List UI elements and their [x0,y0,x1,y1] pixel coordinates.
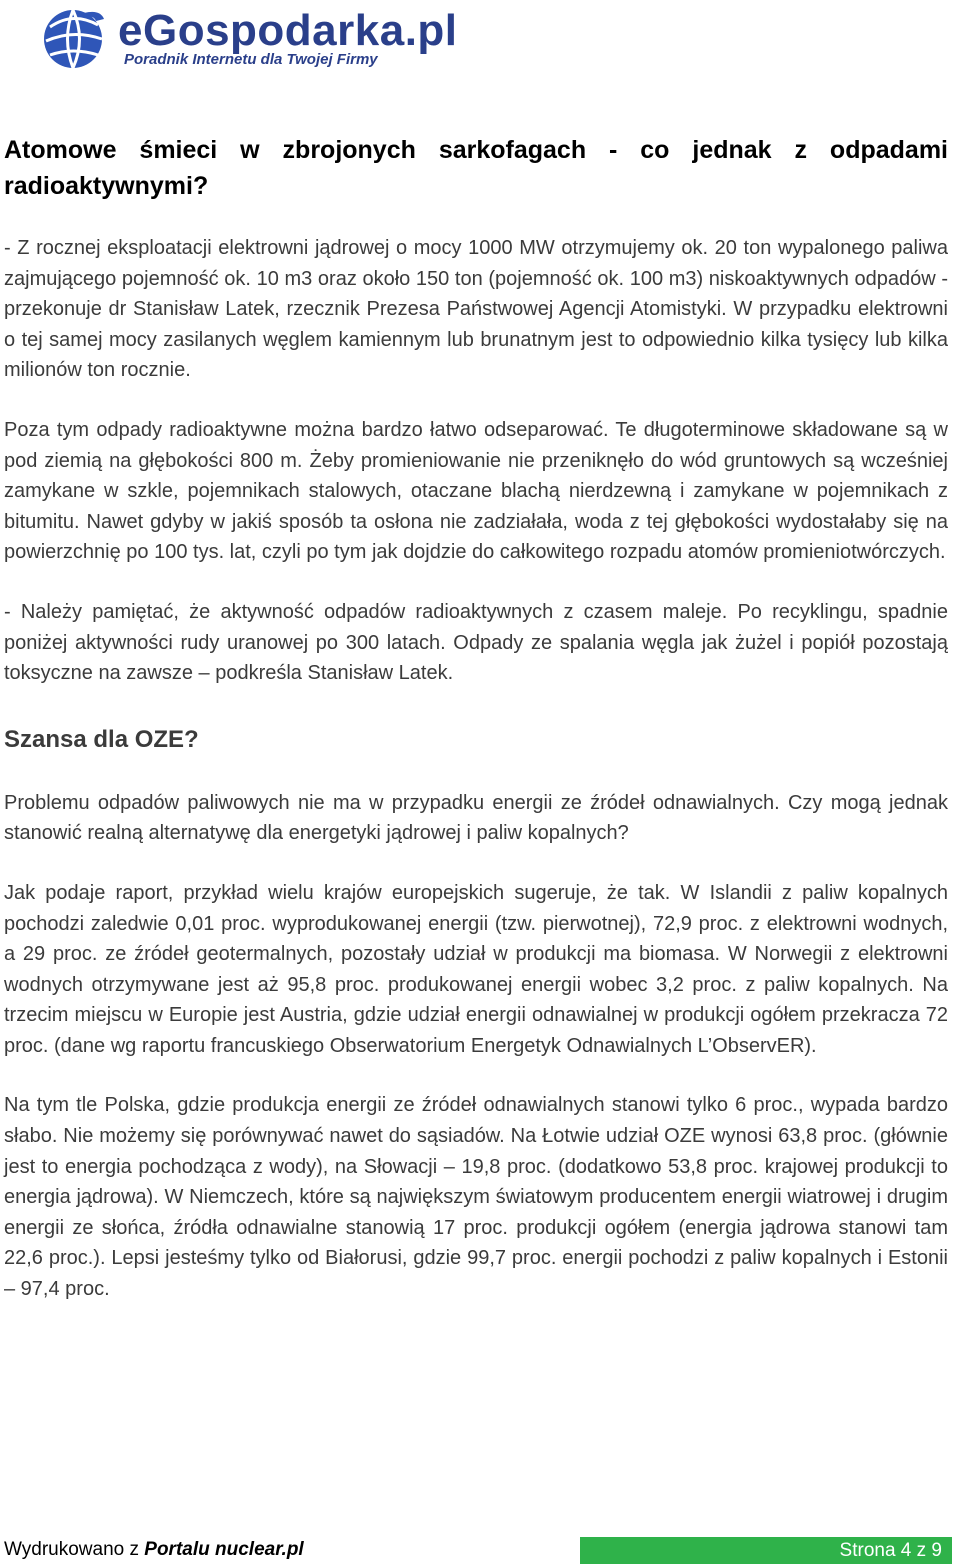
printed-from-text [4,1539,304,1561]
article-title [4,132,948,204]
section-paragraph-1: Problemu odpadów paliwowych nie ma w przypadku energii ze źródeł odnawialnych. Czy mogą jednak stanowić realną alternatywę dla energetyki jądrowej i paliw kopalnych? [4,791,948,845]
section-paragraph-3: Na tym tle Polska, gdzie produkcja energii ze źródeł odnawialnych stanowi tylko 6 proc., wypada bardzo słabo. Nie możemy się porównywać nawet do sąsiadów. Na Łotwie udział OZE wynosi 63,8 proc. (głównie jest to energia pochodząca z wody), na Słowacji – 19,8 proc. (dodatkowo 53,8 proc. krajowej produkcji to energia jądrowa). W Niemczech, które są największym światowym producentem energii wiatrowej i drugim energii ze słońca, źródła odnawialne stanowią 17 proc. produkcji ogółem (energia jądrowa stanowi tam 22,6 proc.). Lepsi jesteśmy tylko od Białorusi, gdzie 99,7 proc. energii pochodzi z paliw kopalnych i Estonii – 97,4 proc. [4,1094,948,1301]
paragraph-3: - Należy pamiętać, że aktywność odpadów radioaktywnych z czasem maleje. Po recyklingu, spadnie poniżej aktywności rudy uranowej po 300 latach. Odpady ze spalania węgla jak żużel i popiół pozostają toksyczne na zawsze – podkreśla Stanisław Latek. [4,600,948,685]
logo-title: eGospodarka.pl [118,6,458,55]
globe-logo-icon [40,5,106,71]
article-title-line-1: Atomowe śmieci w zbrojonych sarkofagach - co jednak z odpadami [4,136,948,164]
article-body [4,132,948,1305]
site-logo[interactable] [40,5,460,75]
paragraph-2: Poza tym odpady radioaktywne można bardzo łatwo odseparować. Te długoterminowe składowane są w pod ziemią na głębokości 800 m. Żeby promieniowanie nie przeniknęło do wód gruntowych są wcześniej zamykane w szkle, pojemnikach stalowych, otaczane blachą nierdzewną i zamykane w pojemnikach z bitumitu. Nawet gdyby w jakiś sposób ta osłona nie zadziałała, woda z tej głębokości wydostałaby się na powierzchnię po 100 tys. lat, czyli po tym jak dojdzie do całkowitego rozpadu atomów promieniotwórczych. [4,418,948,564]
portal-name-link[interactable]: Portalu nuclear.pl [144,1539,304,1560]
section-heading: Szansa dla OZE? [4,725,199,753]
paragraph-1: - Z rocznej eksploatacji elektrowni jądrowej o mocy 1000 MW otrzymujemy ok. 20 ton wypalonego paliwa zajmującego pojemność ok. 10 m3 oraz około 150 ton (pojemność ok. 100 m3) niskoaktywnych odpadów - przekonuje dr Stanisław Latek, rzecznik Prezesa Państwowej Agencji Atomistyki. W przypadku elektrowni o tej samej mocy zasilanych węglem kamiennym lub brunatnym jest to odpowiednio kilka tysięcy lub kilka milionów ton rocznie. [4,237,948,382]
section-paragraph-2: Jak podaje raport, przykład wielu krajów europejskich sugeruje, że tak. W Islandii z paliw kopalnych pochodzi zaledwie 0,01 proc. wyprodukowanej energii (tzw. pierwotnej), 72,9 proc. z elektrowni wodnych, a 29 proc. ze źródeł geotermalnych, pozostały udział w produkcji ma biomasa. W Norwegii z elektrowni wodnych otrzymywane jest aż 95,8 proc. produkowanej energii wobec 3,2 proc. z paliw kopalnych. Na trzecim miejscu w Europie jest Austria, gdzie udział energii odnawialnej w produkcji ogółem przekracza 72 proc. (dane wg raportu francuskiego Obserwatorium Energetyk Odnawialnych L’ObservER). [4,881,948,1057]
page-number: Strona 4 z 9 [839,1540,942,1561]
article-title-line-2: radioaktywnymi? [4,172,209,200]
page-number-bar [580,1537,952,1564]
logo-tagline: Poradnik Internetu dla Twojej Firmy [124,51,378,68]
page-footer [4,1537,952,1564]
printed-from-prefix: Wydrukowano z [4,1539,145,1560]
